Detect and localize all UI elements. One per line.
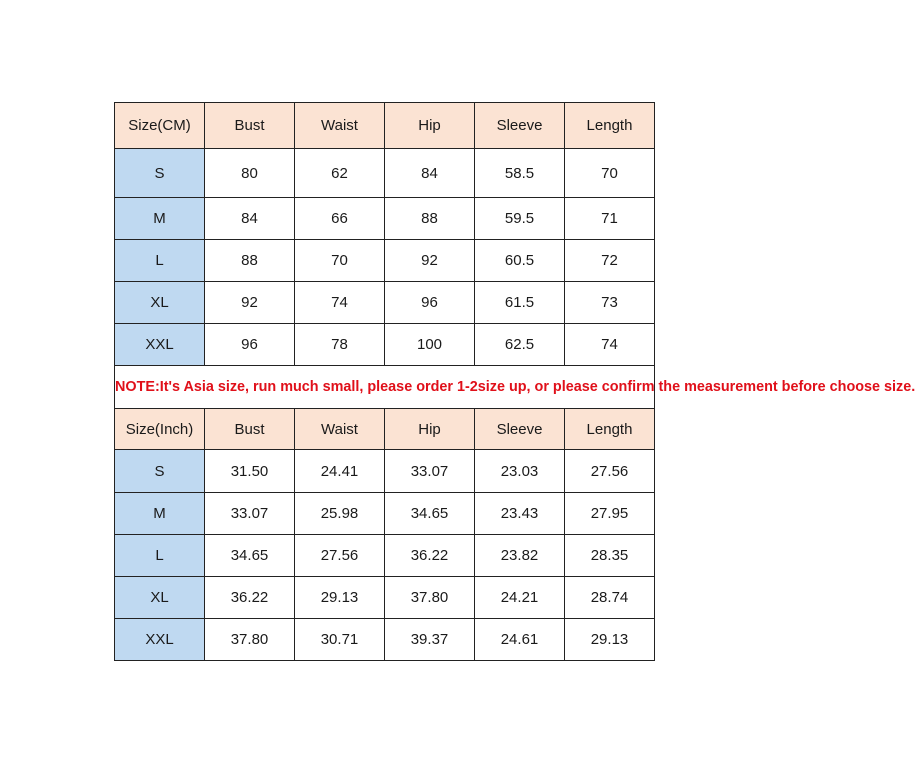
bust-value: 33.07 (205, 493, 295, 535)
waist-value: 74 (295, 282, 385, 324)
size-label: XL (115, 577, 205, 619)
size-label: S (115, 149, 205, 198)
table-row (115, 240, 655, 282)
hip-value: 34.65 (385, 493, 475, 535)
length-value: 72 (565, 240, 655, 282)
table-row (115, 493, 655, 535)
inch-header-length: Length (565, 409, 655, 450)
waist-value: 66 (295, 198, 385, 240)
waist-value: 78 (295, 324, 385, 366)
size-label: XL (115, 282, 205, 324)
bust-value: 37.80 (205, 619, 295, 661)
length-value: 27.56 (565, 450, 655, 493)
bust-value: 84 (205, 198, 295, 240)
size-label: S (115, 450, 205, 493)
hip-value: 88 (385, 198, 475, 240)
sleeve-value: 62.5 (475, 324, 565, 366)
table-row (115, 282, 655, 324)
size-label: XXL (115, 324, 205, 366)
hip-value: 100 (385, 324, 475, 366)
sleeve-value: 24.21 (475, 577, 565, 619)
length-value: 73 (565, 282, 655, 324)
length-value: 74 (565, 324, 655, 366)
cm-header-sleeve: Sleeve (475, 103, 565, 149)
inch-header-hip: Hip (385, 409, 475, 450)
table-row (115, 450, 655, 493)
waist-value: 25.98 (295, 493, 385, 535)
hip-value: 39.37 (385, 619, 475, 661)
hip-value: 37.80 (385, 577, 475, 619)
bust-value: 96 (205, 324, 295, 366)
sleeve-value: 61.5 (475, 282, 565, 324)
hip-value: 36.22 (385, 535, 475, 577)
size-label: L (115, 240, 205, 282)
sleeve-value: 58.5 (475, 149, 565, 198)
bust-value: 36.22 (205, 577, 295, 619)
inch-header-waist: Waist (295, 409, 385, 450)
cm-header-size: Size(CM) (115, 103, 205, 149)
waist-value: 27.56 (295, 535, 385, 577)
hip-value: 96 (385, 282, 475, 324)
sleeve-value: 23.82 (475, 535, 565, 577)
length-value: 28.74 (565, 577, 655, 619)
table-row (115, 198, 655, 240)
size-chart-table (114, 102, 915, 661)
size-label: L (115, 535, 205, 577)
cm-header-length: Length (565, 103, 655, 149)
length-value: 29.13 (565, 619, 655, 661)
table-row (115, 577, 655, 619)
inch-header-size: Size(Inch) (115, 409, 205, 450)
sleeve-value: 23.03 (475, 450, 565, 493)
bust-value: 31.50 (205, 450, 295, 493)
size-note: NOTE:It's Asia size, run much small, please order 1-2size up, or please confirm the measurement before choose size. (115, 366, 655, 409)
bust-value: 80 (205, 149, 295, 198)
hip-value: 33.07 (385, 450, 475, 493)
table-row (115, 324, 655, 366)
size-label: XXL (115, 619, 205, 661)
length-value: 71 (565, 198, 655, 240)
hip-value: 84 (385, 149, 475, 198)
table-row (115, 535, 655, 577)
hip-value: 92 (385, 240, 475, 282)
length-value: 28.35 (565, 535, 655, 577)
inch-header-bust: Bust (205, 409, 295, 450)
waist-value: 62 (295, 149, 385, 198)
waist-value: 24.41 (295, 450, 385, 493)
cm-header-waist: Waist (295, 103, 385, 149)
cm-header-row (115, 103, 655, 149)
size-label: M (115, 493, 205, 535)
sleeve-value: 60.5 (475, 240, 565, 282)
waist-value: 70 (295, 240, 385, 282)
sleeve-value: 24.61 (475, 619, 565, 661)
size-label: M (115, 198, 205, 240)
note-row (115, 366, 655, 409)
cm-header-hip: Hip (385, 103, 475, 149)
bust-value: 88 (205, 240, 295, 282)
sleeve-value: 23.43 (475, 493, 565, 535)
bust-value: 34.65 (205, 535, 295, 577)
waist-value: 30.71 (295, 619, 385, 661)
inch-header-sleeve: Sleeve (475, 409, 565, 450)
waist-value: 29.13 (295, 577, 385, 619)
cm-header-bust: Bust (205, 103, 295, 149)
length-value: 70 (565, 149, 655, 198)
length-value: 27.95 (565, 493, 655, 535)
sleeve-value: 59.5 (475, 198, 565, 240)
inch-header-row (115, 409, 655, 450)
bust-value: 92 (205, 282, 295, 324)
table-row (115, 619, 655, 661)
table-row (115, 149, 655, 198)
